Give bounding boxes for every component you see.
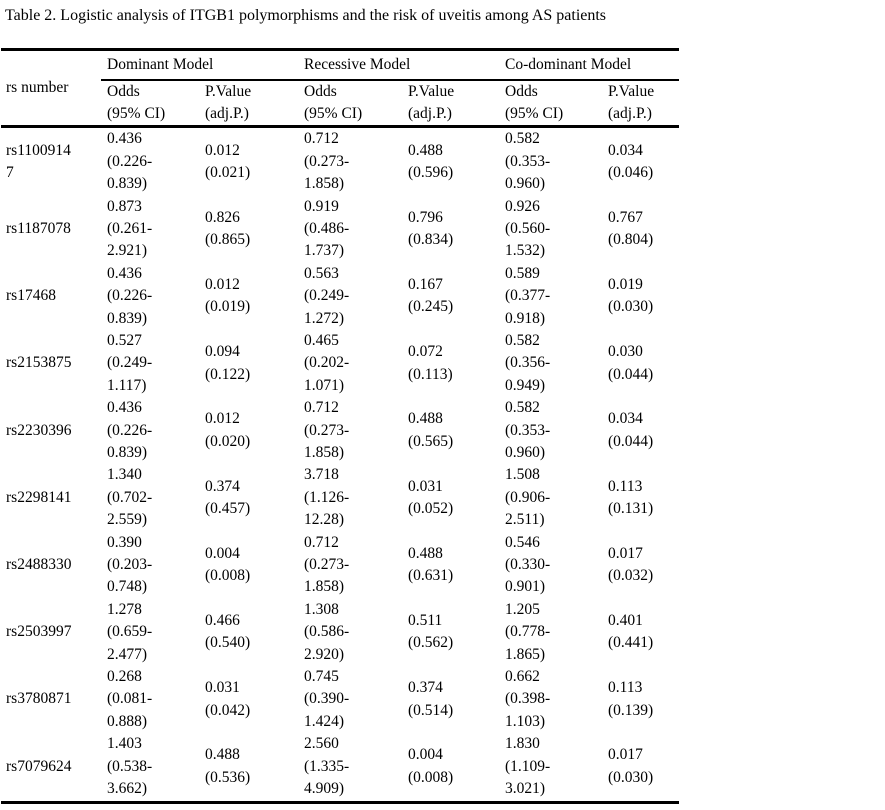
rs-number-cell: rs2488330	[6, 556, 72, 574]
value-cell: 1.278 (0.659-2.477)	[107, 600, 153, 663]
value-cell: 0.488 (0.536)	[205, 746, 251, 786]
value-cell: 0.019 (0.030)	[608, 275, 654, 316]
model-header-row	[1, 50, 679, 80]
value-cell: 1.308 (0.586-2.920)	[304, 600, 350, 663]
value-cell: 0.034 (0.044)	[608, 410, 654, 450]
table-row	[1, 397, 679, 464]
value-cell: 0.873 (0.261-2.921)	[107, 197, 153, 260]
value-cell: 0.563 (0.249-1.272)	[304, 264, 350, 327]
value-cell: 0.401 (0.441)	[608, 612, 654, 652]
col-header-dominant-odds: Odds (95% CI)	[101, 80, 201, 127]
value-cell: 0.745 (0.390-1.424)	[304, 668, 350, 730]
col-header-recessive-pvalue: P.Value (adj.P.)	[405, 80, 501, 127]
value-cell: 0.767 (0.804)	[608, 208, 654, 249]
value-cell: 3.718 (1.126-12.28)	[304, 466, 350, 529]
value-cell: 0.436 (0.226-0.839)	[107, 264, 153, 327]
table-caption: Table 2. Logistic analysis of ITGB1 polymorphisms and the risk of uveitis among AS patients	[5, 7, 607, 24]
value-cell: 0.488 (0.631)	[408, 544, 454, 585]
value-cell: 0.662 (0.398-1.103)	[505, 668, 551, 730]
value-cell: 0.712 (0.273-1.858)	[304, 130, 350, 193]
table-body	[1, 127, 679, 802]
table-row	[1, 464, 679, 531]
value-cell: 0.012 (0.020)	[205, 410, 251, 450]
value-cell: 0.268 (0.081-0.888)	[107, 668, 153, 730]
value-cell: 0.094 (0.122)	[205, 343, 251, 383]
value-cell: 0.465 (0.202-1.071)	[304, 331, 350, 394]
rs-number-cell: rs2230396	[6, 421, 72, 439]
value-cell: 0.582 (0.353-0.960)	[505, 399, 551, 461]
value-cell: 0.004 (0.008)	[408, 746, 454, 786]
table-row	[1, 532, 679, 599]
value-cell: 0.374 (0.457)	[205, 477, 251, 518]
value-cell: 0.796 (0.834)	[408, 208, 454, 249]
value-cell: 1.403 (0.538-3.662)	[107, 735, 153, 798]
rs-number-cell: rs11009147	[6, 141, 71, 181]
table-row	[1, 733, 679, 802]
value-cell: 0.712 (0.273-1.858)	[304, 399, 350, 461]
table-row	[1, 599, 679, 666]
table-row	[1, 666, 679, 733]
col-header-codominant-pvalue: P.Value (adj.P.)	[605, 80, 679, 127]
value-cell: 0.926 (0.560-1.532)	[505, 197, 551, 260]
rs-number-cell: rs2153875	[6, 354, 72, 372]
value-cell: 0.113 (0.131)	[608, 477, 654, 518]
value-cell: 0.589 (0.377-0.918)	[505, 264, 551, 327]
rs-number-cell: rs1187078	[6, 219, 71, 237]
value-cell: 0.072 (0.113)	[408, 343, 453, 383]
rs-number-cell: rs17468	[6, 287, 56, 305]
value-cell: 0.031 (0.052)	[408, 477, 454, 518]
value-cell: 0.390 (0.203-0.748)	[107, 533, 153, 596]
col-group-dominant-model: Dominant Model	[101, 50, 301, 80]
table-row	[1, 127, 679, 196]
value-cell: 0.436 (0.226-0.839)	[107, 130, 153, 193]
value-cell: 0.167 (0.245)	[408, 275, 454, 316]
value-cell: 0.488 (0.565)	[408, 410, 454, 450]
col-group-recessive-model: Recessive Model	[301, 50, 501, 80]
col-group-codominant-model: Co-dominant Model	[501, 50, 679, 80]
table-row	[1, 263, 679, 330]
value-cell: 0.826 (0.865)	[205, 208, 251, 249]
col-header-codominant-odds: Odds (95% CI)	[501, 80, 605, 127]
sub-header-row	[1, 80, 679, 127]
value-cell: 1.205 (0.778-1.865)	[505, 600, 551, 663]
value-cell: 1.830 (1.109-3.021)	[505, 735, 551, 798]
value-cell: 0.466 (0.540)	[205, 612, 251, 652]
rs-number-cell: rs2298141	[6, 488, 72, 506]
value-cell: 0.488 (0.596)	[408, 141, 454, 181]
table-row	[1, 196, 679, 263]
rs-number-cell: rs7079624	[6, 757, 72, 775]
value-cell: 0.113 (0.139)	[608, 679, 654, 719]
value-cell: 0.527 (0.249-1.117)	[107, 331, 153, 394]
value-cell: 0.017 (0.032)	[608, 544, 654, 585]
value-cell: 0.017 (0.030)	[608, 746, 654, 786]
value-cell: 0.031 (0.042)	[205, 679, 251, 719]
value-cell: 0.546 (0.330-0.901)	[505, 533, 551, 596]
col-header-recessive-odds: Odds (95% CI)	[301, 80, 405, 127]
table-header	[1, 50, 679, 127]
results-table	[1, 48, 679, 804]
table-row	[1, 330, 679, 397]
value-cell: 1.340 (0.702-2.559)	[107, 466, 153, 529]
value-cell: 0.374 (0.514)	[408, 679, 454, 719]
value-cell: 0.712 (0.273-1.858)	[304, 533, 350, 596]
rs-number-cell: rs2503997	[6, 623, 72, 641]
rs-number-cell: rs3780871	[6, 690, 72, 708]
value-cell: 0.030 (0.044)	[608, 343, 654, 383]
value-cell: 0.012 (0.021)	[205, 141, 251, 181]
value-cell: 0.582 (0.353-0.960)	[505, 130, 551, 193]
col-header-dominant-pvalue: P.Value (adj.P.)	[201, 80, 301, 127]
col-header-rs-number: rs number	[1, 50, 101, 127]
value-cell: 1.508 (0.906-2.511)	[505, 466, 551, 529]
value-cell: 0.012 (0.019)	[205, 275, 251, 316]
value-cell: 0.034 (0.046)	[608, 141, 654, 181]
value-cell: 0.919 (0.486-1.737)	[304, 197, 350, 260]
value-cell: 0.004 (0.008)	[205, 544, 251, 585]
value-cell: 0.582 (0.356-0.949)	[505, 331, 551, 394]
value-cell: 0.436 (0.226-0.839)	[107, 399, 153, 461]
value-cell: 2.560 (1.335-4.909)	[304, 735, 350, 798]
value-cell: 0.511 (0.562)	[408, 612, 454, 652]
